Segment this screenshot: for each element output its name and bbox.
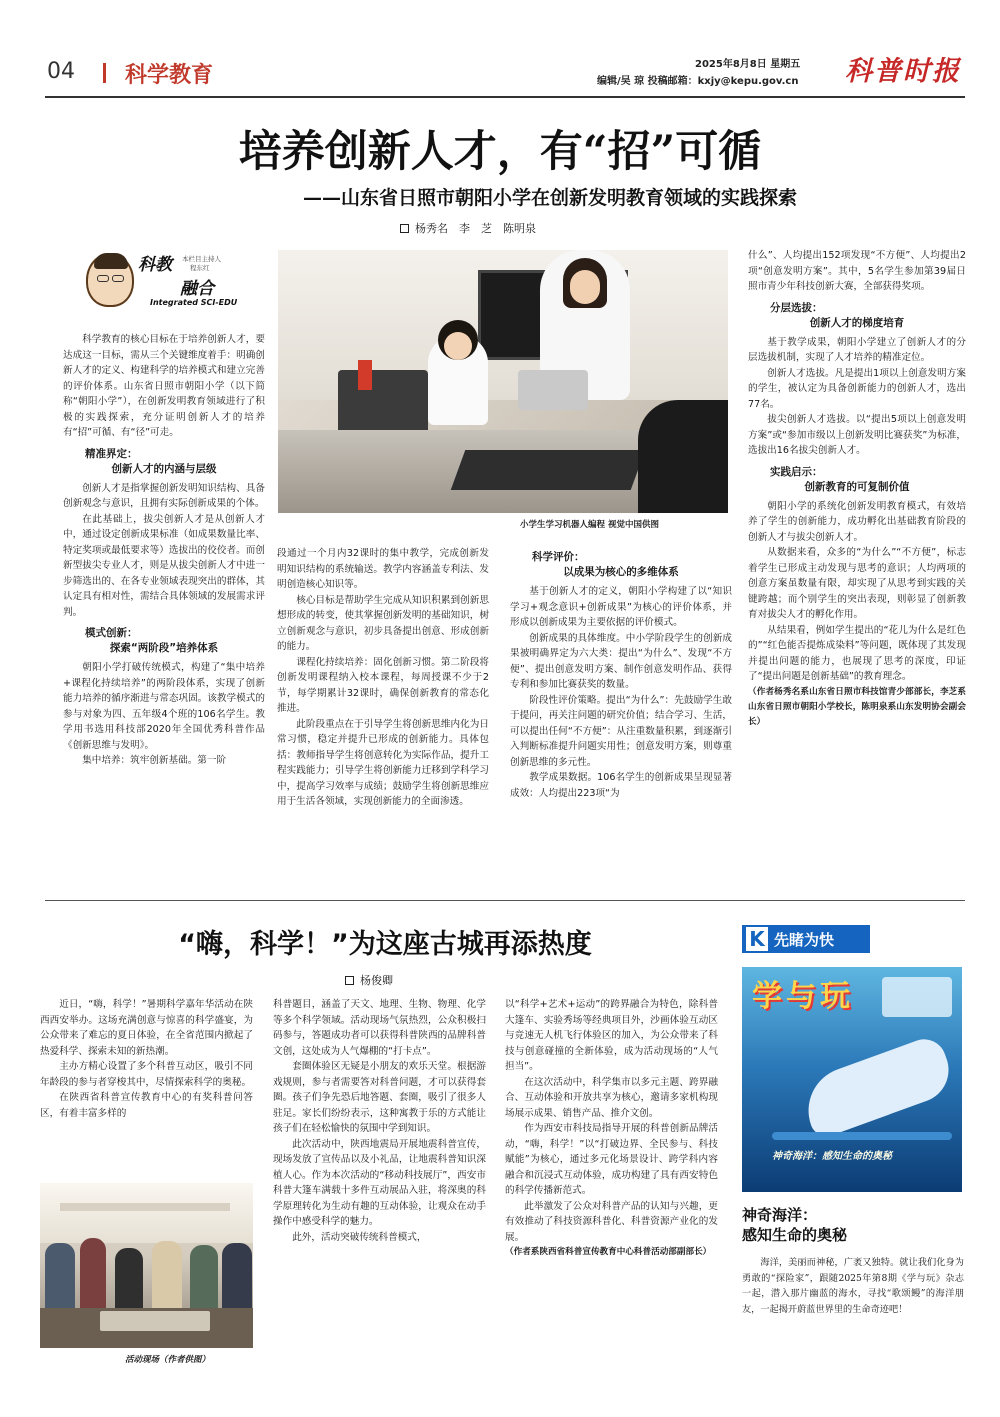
photo-caption: 活动现场（作者供图） xyxy=(125,1355,211,1365)
badge-en: Integrated SCI-EDU xyxy=(150,298,238,307)
cover-text: 神奇海洋：感知生命的奥秘 xyxy=(772,1151,892,1162)
paragraph: 套圈体验区无疑是小朋友的欢乐天堂。根据游戏规则，参与者需要答对科普问题，才可以获得套圈。孩子们争先恐后地答题、套圈，吸引了很多人驻足。家长们纷纷表示，这种寓教于乐的方式能让孩子们在轻松愉快的氛围中学到知识。 xyxy=(273,1061,486,1134)
author-note: （作者系陕西省科普宣传教育中心科普活动部副部长） xyxy=(505,1247,712,1257)
page-header xyxy=(45,55,965,95)
paragraph: 创新人才选拔。凡是提出1项以上创意发明方案的学生，被认定为具备创新能力的创新人才，选出77名。 xyxy=(748,367,966,410)
byline-text: 杨俊卿 xyxy=(360,974,393,987)
sidebar-k-icon: K xyxy=(746,927,768,951)
sidebar-title xyxy=(742,1205,847,1245)
issue-date: 2025年8月8日 星期五 xyxy=(695,59,801,70)
paragraph: 以“科学+艺术+运动”的跨界融合为特色，除科普大篷车、实验秀场等经典项目外，沙画体验互动区与竞速无人机飞行体验区的加入，为公众带来了科技与创意碰撞的全新体验，成为活动现场的“人气担当”。 xyxy=(505,999,718,1072)
paragraph: 基于教学成果，朝阳小学建立了创新人才的分层选拔机制，实现了人才培养的精准定位。 xyxy=(748,336,966,363)
section-rule xyxy=(45,900,965,901)
badge-small1: 本栏目主持人 xyxy=(182,255,221,263)
article1-column-1 xyxy=(63,332,265,892)
paragraph: 从数据来看，众多的“为什么”“不方便”，标志着学生已形成主动发现与思考的意识；人均两项的创意方案虽数量有限，却实现了从思考到实践的关键跨越；而个别学生的突出表现，则彰显了创新教育对拔尖人才的孵化作用。 xyxy=(748,547,966,620)
paragraph: 主办方精心设置了多个科普互动区，吸引不同年龄段的参与者穿梭其中，尽情探索科学的奥秘。 xyxy=(40,1061,253,1088)
article2-byline xyxy=(345,972,393,988)
badge-small2: 程东红 xyxy=(190,264,210,272)
paragraph: 集中培养：筑牢创新基础。第一阶 xyxy=(82,755,227,766)
paragraph: 核心目标是帮助学生完成从知识积累到创新思想形成的转变，使其掌握创新发明的基础知识，树立创新观念与意识，初步具备提出创意、形成创新的能力。 xyxy=(277,594,489,652)
article1-byline xyxy=(400,220,536,236)
subheading: 精准界定： 创新人才的内涵与层级 xyxy=(85,447,217,475)
paragraph: 拔尖创新人才选拔。以“提出5项以上创意发明方案”或“参加市级以上创新发明比赛获奖”为标准，选拔出16名拔尖创新人才。 xyxy=(748,414,966,456)
paragraph: 朝阳小学的系统化创新发明教育模式，有效培养了学生的创新能力，成功孵化出基础教育阶段的创新人才与拔尖创新人才。 xyxy=(748,500,966,543)
article1-column-4 xyxy=(748,248,966,878)
paragraph: 课程化持续培养：固化创新习惯。第二阶段将创新发明课程纳入校本课程，每周授课不少于2节，每学期累计32课时，确保创新教育的常态化推进。 xyxy=(277,656,489,714)
article2-title: “嗨，科学！”为这座古城再添热度 xyxy=(178,929,592,960)
paragraph: 此外，活动突破传统科普模式， xyxy=(292,1231,427,1243)
robot-programming-photo xyxy=(278,250,728,513)
paragraph: 作为西安市科技局指导开展的科普创新品牌活动，“嗨，科学！”以“打破边界、全民参与、科技赋能”为核心，通过多元化场景设计、跨学科内容融合和沉浸式互动体验，成功构建了具有西安特色的科学传播新范式。 xyxy=(505,1123,718,1196)
page-number: 04 xyxy=(47,59,75,84)
paragraph: 朝阳小学打破传统模式，构建了“集中培养+课程化持续培养”的两阶段体系，实现了创新能力培养的循序渐进与常态巩固。该教学模式的参与对象为四、五年级4个班的106名学生。教学用书选用科技部2020年全国优秀科普作品《创新思维与发明》。 xyxy=(63,662,265,751)
badge-line1: 科教 xyxy=(138,255,172,275)
paragraph: 海洋，美丽而神秘，广袤又独特。就让我们化身为勇敢的“探险家”，跟随2025年第8期《学与玩》杂志一起，潜入那片幽蓝的海水，寻找“歌颂鳗”的海洋朋友，一起揭开蔚蓝世界里的生命奇迹吧！ xyxy=(742,1257,964,1315)
photo-caption: 小学生学习机器人编程 视觉中国供图 xyxy=(520,520,659,530)
badge-line2: 融合 xyxy=(180,279,214,299)
paragraph: 什么”、人均提出152项发现“不方便”、人均提出2项“创意发明方案”。其中，5名学生参加第39届日照市青少年科技创新大赛，全部获得奖项。 xyxy=(748,250,966,292)
paragraph: 在此基础上，拔尖创新人才是从创新人才中，通过设定创新成果标准（如成果数量比率、特定奖项或最低要求等）选拔出的佼佼者。而创新型拔尖专业人才，则是从拔尖创新人才中进一步筛选出的、在各专业领域表现突出的群体，其认定具有相对性，需结合具体领域的发展需求评判。 xyxy=(63,513,265,618)
subheading: 分层选拔： 创新人才的梯度培育 xyxy=(770,301,905,329)
paragraph: 基于创新人才的定义，朝阳小学构建了以“知识学习+观念意识+创新成果”为核心的评价体系，并形成以创新成果为主要依据的评价模式。 xyxy=(510,586,732,628)
paragraph: 科普题目，涵盖了天文、地理、生物、物理、化学等多个科学领域。活动现场气氛热烈，公众积极扫码参与，答题成功者可以获得科普陕西的品牌科普文创，这处成为人气爆棚的“打卡点”。 xyxy=(273,999,486,1057)
author-note: （作者杨秀名系山东省日照市科技馆青少部部长，李芝系山东省日照市朝阳小学校长，陈明泉系山东发明协会副会长） xyxy=(748,686,966,727)
paragraph: 此次活动中，陕西地震局开展地震科普宣传，现场发放了宣传品以及小礼品，让地震科普知识深植人心。作为本次活动的“移动科技展厅”，西安市科普大篷车满载十多件互动展品入驻，将深奥的科学原理转化为生动有趣的互动体验，让观众在动手操作中感受科学的魅力。 xyxy=(273,1138,486,1227)
header-rule xyxy=(45,96,965,98)
magazine-cover xyxy=(742,967,962,1192)
byline-marker xyxy=(345,976,354,985)
paragraph: 段通过一个月内32课时的集中教学，完成创新发明知识结构的系统输送。教学内容涵盖专利法、发明创造核心知识等。 xyxy=(277,548,489,590)
intro-paragraph: 科学教育的核心目标在于培养创新人才，要达成这一目标，需从三个关键维度着手：明确创新人才的定义、构建科学的培养模式和建立完善的评价体系。山东省日照市朝阳小学（以下简称“朝阳小学”），在创新发明教育领域进行了积极的实践探索，充分证明创新人才的培养有“招”可循、有“径”可走。 xyxy=(63,334,265,438)
section-divider xyxy=(103,63,106,83)
article2-column-3 xyxy=(505,997,718,1367)
article1-subtitle: ——山东省日照市朝阳小学在创新发明教育领域的实践探索 xyxy=(302,187,797,209)
paragraph: 此阶段重点在于引导学生将创新思维内化为日常习惯，稳定并提升已形成的创新能力。具体包括：教师指导学生将创意转化为实际作品，提升工程实践能力；引导学生将创新能力迁移到学科学习中，提高学习效率与成绩；鼓励学生将创新思维应用于生活各领域，实现创新能力的全面渗透。 xyxy=(277,718,489,807)
host-portrait-icon xyxy=(86,253,134,307)
sidebar-body xyxy=(742,1255,964,1365)
column-badge xyxy=(80,250,255,325)
subheading: 科学评价： 以成果为核心的多维体系 xyxy=(532,551,679,578)
paragraph: 阶段性评价策略。提出“为什么”：先鼓励学生敢于提问，再关注问题的研究价值；结合学习、生活，可以提出任何“不方便”：从注重数量积累，到逐渐引入判断标准提升问题实用性；创意发明方案，则尊重创新思维的多元性。 xyxy=(510,694,732,768)
masthead-logo: 科普时报 xyxy=(845,56,961,87)
paragraph: 教学成果数据。106名学生的创新成果呈现显著成效：人均提出223项“为 xyxy=(510,772,732,799)
editor-line: 编辑/吴 琼 投稿邮箱：kxjy@kepu.gov.cn xyxy=(597,76,799,87)
sidebar-header xyxy=(742,925,870,953)
paragraph: 在陕西省科普宣传教育中心的有奖科普问答区，有着丰富多样的 xyxy=(40,1092,253,1119)
paragraph: 在这次活动中，科学集市以多元主题、跨界融合、互动体验和开放共享为核心，邀请多家机构现场展示成果、销售产品、推介文创。 xyxy=(505,1076,718,1119)
sidebar-title-line1: 神奇海洋： xyxy=(742,1206,818,1224)
article1-title: 培养创新人才，有“招”可循 xyxy=(238,127,762,177)
paragraph: 此举激发了公众对科普产品的认知与兴趣，更有效推动了科技资源科普化、科普资源产业化的发展。 xyxy=(505,1200,718,1243)
paragraph: 创新成果的具体维度。中小学阶段学生的创新成果被明确界定为六大类：提出“为什么”、发现“不方便”、提出创意发明方案、制作创意发明作品、获得专利和参加比赛获奖的数量。 xyxy=(510,632,732,690)
sidebar-title-line2: 感知生命的奥秘 xyxy=(742,1226,848,1244)
whale-icon xyxy=(796,1033,957,1141)
section-title: 科学教育 xyxy=(125,63,214,88)
paragraph: 创新人才是指掌握创新发明知识结构、具备创新观念与意识，且拥有实际创新成果的个体。 xyxy=(63,482,265,509)
paragraph: 近日，“嗨，科学！”暑期科学嘉年华活动在陕西西安举办。这场充满创意与惊喜的科学盛宴，为公众带来了难忘的夏日体验，在全省范围内掀起了热爱科学、探索未知的新热潮。 xyxy=(40,999,253,1057)
paragraph: 从结果看，例如学生提出的“花儿为什么是红色的”“红色能否提炼成染料”等问题，既体现了其发现并提出问题的能力，也展现了思考的深度，印证了“提出问题是创新基础”的教育理念。 xyxy=(748,624,966,682)
article1-column-3 xyxy=(510,550,732,885)
article2-column-2 xyxy=(273,997,486,1367)
subheading: 实践启示： 创新教育的可复制价值 xyxy=(770,465,910,493)
sidebar-header-text: 先睹为快 xyxy=(774,931,835,949)
article2-column-1 xyxy=(40,997,253,1179)
byline-text: 杨秀名 李 芝 陈明泉 xyxy=(415,222,536,235)
byline-marker xyxy=(400,224,409,233)
cover-title: 学与玩 xyxy=(752,979,854,1014)
article1-column-2 xyxy=(277,546,489,886)
subheading: 模式创新： 探索“两阶段”培养体系 xyxy=(85,627,219,654)
activity-photo xyxy=(40,1183,253,1348)
